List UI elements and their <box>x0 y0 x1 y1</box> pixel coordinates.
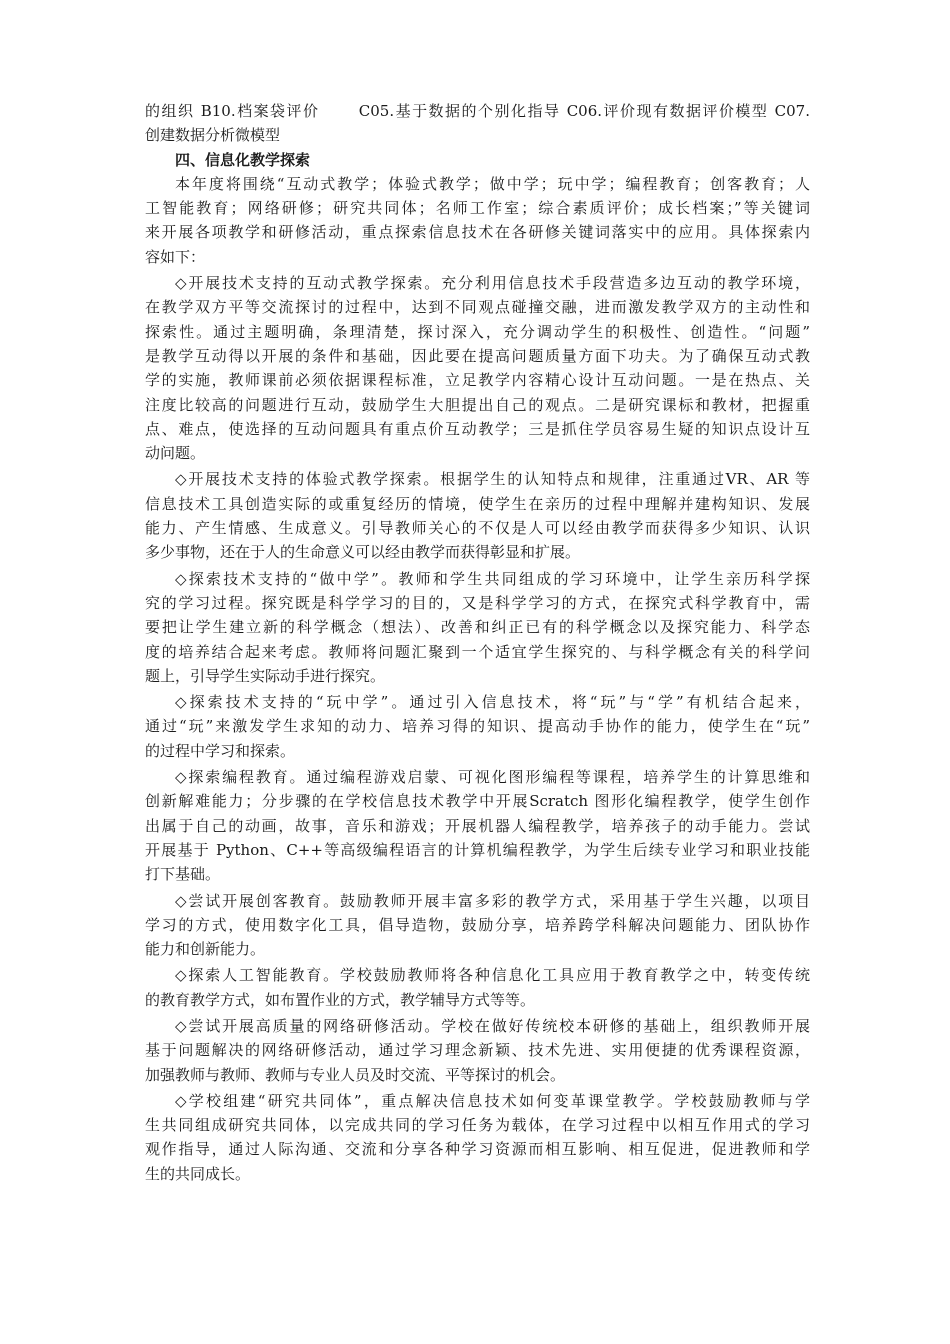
text-line: 探索性。通过主题明确，条理清楚，探讨深入，充分调动学生的积极性、创造性。“问题” <box>145 322 810 341</box>
text-line: 容如下： <box>145 247 206 266</box>
text-line: 通过“玩”来激发学生求知的动力、培养习得的知识、提高动手协作的能力，使学生在“玩” <box>145 717 810 736</box>
text-line: 生的共同成长。 <box>145 1164 251 1183</box>
paragraph <box>145 467 810 564</box>
text-line: 能力和创新能力。 <box>145 940 266 959</box>
paragraph <box>145 271 810 465</box>
text-line: 出属于自己的动画，故事，音乐和游戏；开展机器人编程教学，培养孩子的动手能力。尝试 <box>145 816 810 835</box>
text-line: 的组织 B10.档案袋评价 C05.基于数据的个别化指导 C06.评价现有数据评价模型 C07. <box>145 102 810 120</box>
section-heading: 四、信息化教学探索 <box>175 150 311 169</box>
text-line: 注度比较高的问题进行互动，鼓励学生大胆提出自己的观点。二是研究课标和教材，把握重 <box>145 395 810 414</box>
paragraph-first-line: ◇开展技术支持的互动式教学探索。充分利用信息技术手段营造多边互动的教学环境， <box>175 274 810 293</box>
text-line: 生共同组成研究共同体，以完成共同的学习任务为载体，在学习过程中以相互作用式的学习 <box>145 1116 810 1135</box>
paragraph <box>145 1089 810 1186</box>
paragraph-first-line: ◇探索编程教育。通过编程游戏启蒙、可视化图形编程等课程，培养学生的计算思维和 <box>175 768 810 787</box>
document-page <box>145 99 810 1186</box>
text-line: 创建数据分析微模型 <box>145 126 281 145</box>
text-line: 是教学互动得以开展的条件和基础，因此要在提高问题质量方面下功夫。为了确保互动式教 <box>145 346 810 365</box>
text-line: 的教育教学方式，如布置作业的方式，教学辅导方式等等。 <box>145 990 536 1009</box>
text-line: 度的培养结合起来考虑。教师将问题汇聚到一个适宜学生探究的、与科学概念有关的科学问 <box>145 642 810 661</box>
text-line: 能力、产生情感、生成意义。引导教师关心的不仅是人可以经由教学而获得多少知识、认识 <box>145 519 810 538</box>
text-line: 创新解难能力；分步骤的在学校信息技术教学中开展Scratch 图形化编程教学，使学生创作 <box>145 792 810 811</box>
paragraph-first-line: ◇探索技术支持的“玩中学”。通过引入信息技术，将“玩”与“学”有机结合起来， <box>175 693 810 712</box>
text-line: 观作指导，通过人际沟通、交流和分享各种学习资源而相互影响、相互促进，促进教师和学 <box>145 1140 810 1159</box>
text-line: 信息技术工具创造实际的或重复经历的情境，使学生在亲历的过程中理解并建构知识、发展 <box>145 494 810 513</box>
paragraph <box>145 1014 810 1087</box>
paragraph <box>145 690 810 763</box>
paragraph-first-line: ◇探索技术支持的“做中学”。教师和学生共同组成的学习环境中，让学生亲历科学探 <box>175 569 810 588</box>
text-line: 在教学双方平等交流探讨的过程中，达到不同观点碰撞交融，进而激发教学双方的主动性和 <box>145 298 810 317</box>
text-line: 的过程中学习和探索。 <box>145 741 296 760</box>
text-line: 来开展各项教学和研修活动，重点探索信息技术在各研修关键词落实中的应用。具体探索内 <box>145 223 810 242</box>
text-line: 加强教师与教师、教师与专业人员及时交流、平等探讨的机会。 <box>145 1065 566 1084</box>
paragraph-first-line: 本年度将围绕“互动式教学；体验式教学；做中学；玩中学；编程教育；创客教育；人 <box>175 174 810 193</box>
body-paragraphs <box>145 172 810 1186</box>
paragraph-first-line: ◇探索人工智能教育。学校鼓励教师将各种信息化工具应用于教育教学之中，转变传统 <box>175 966 810 985</box>
paragraph-first-line: ◇尝试开展创客教育。鼓励教师开展丰富多彩的教学方式，采用基于学生兴趣，以项目 <box>175 891 810 910</box>
paragraph <box>145 567 810 688</box>
paragraph <box>145 172 810 269</box>
paragraph <box>145 889 810 962</box>
text-line: 基于问题解决的网络研修活动，通过学习理念新颖、技术先进、实用便捷的优秀课程资源， <box>145 1041 810 1060</box>
text-line: 究的学习过程。探究既是科学学习的目的，又是科学学习的方式，在探究式科学教育中，需 <box>145 593 810 612</box>
paragraph <box>145 765 810 886</box>
text-line: 学习的方式，使用数字化工具，倡导造物，鼓励分享，培养跨学科解决问题能力、团队协作 <box>145 915 810 934</box>
text-line: 题上，引导学生实际动手进行探究。 <box>145 666 386 685</box>
text-line: 多少事物，还在于人的生命意义可以经由教学而获得彰显和扩展。 <box>145 543 581 562</box>
text-line: 工智能教育；网络研修；研究共同体；名师工作室；综合素质评价；成长档案；”等关键词 <box>145 199 810 218</box>
paragraph <box>145 963 810 1012</box>
text-line: 打下基础。 <box>145 865 221 884</box>
text-line: 开展基于 Python、C++等高级编程语言的计算机编程教学，为学生后续专业学习和职业技能 <box>145 840 810 859</box>
text-line: 要把让学生建立新的科学概念（想法）、改善和纠正已有的科学概念以及探究能力、科学态 <box>145 618 810 637</box>
text-line: 学的实施，教师课前必须依据课程标准，立足教学内容精心设计互动问题。一是在热点、关 <box>145 371 810 390</box>
text-line: 点、难点，使选择的互动问题具有重点价互动教学；三是抓住学员容易生疑的知识点设计互 <box>145 419 810 438</box>
paragraph-first-line: ◇学校组建“研究共同体”，重点解决信息技术如何变革课堂教学。学校鼓励教师与学 <box>175 1091 810 1110</box>
paragraph-first-line: ◇开展技术支持的体验式教学探索。根据学生的认知特点和规律，注重通过VR、AR 等 <box>175 470 810 489</box>
text-line: 动问题。 <box>145 444 206 463</box>
paragraph-first-line: ◇尝试开展高质量的网络研修活动。学校在做好传统校本研修的基础上，组织教师开展 <box>175 1016 810 1035</box>
